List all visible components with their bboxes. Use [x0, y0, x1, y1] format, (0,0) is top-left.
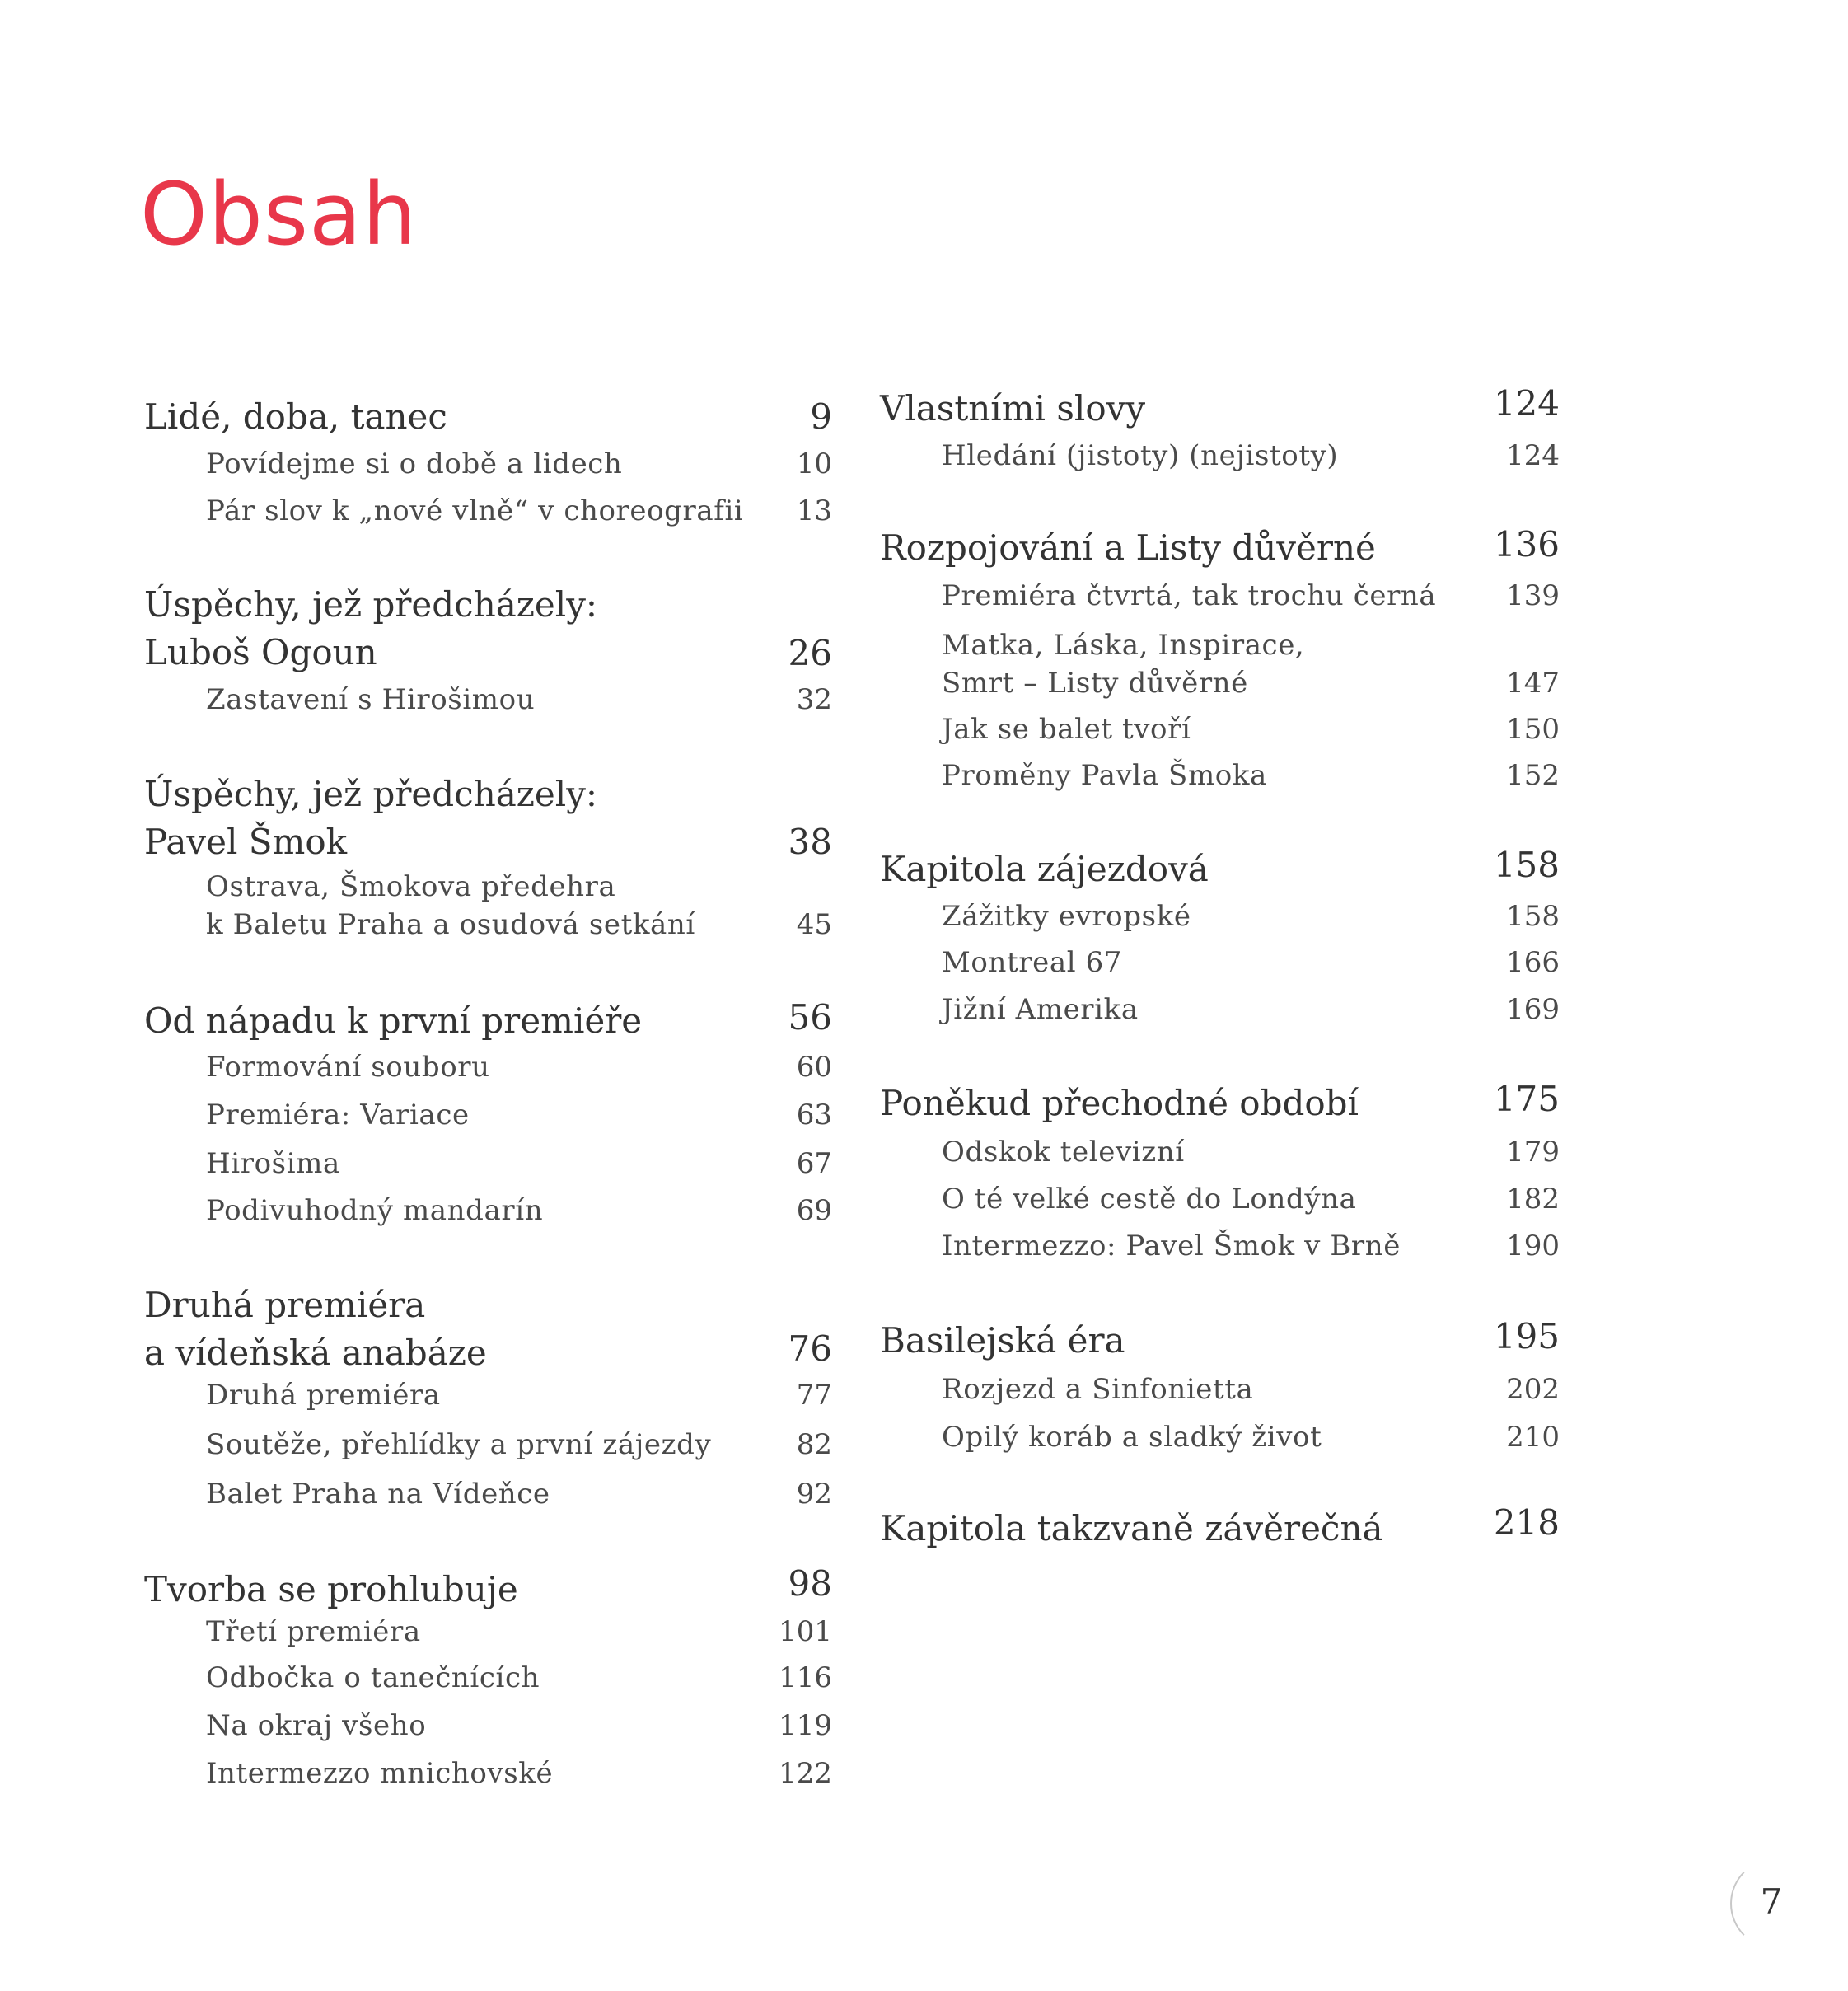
toc-chapter-title-line: Kapitola takzvaně závěrečná	[880, 1508, 1383, 1548]
toc-subchapter-page: 150	[1506, 713, 1560, 746]
toc-subchapter-title-line: k Baletu Praha a osudová setkání	[206, 908, 695, 941]
toc-chapter-title-line: Vlastními slovy	[880, 388, 1146, 429]
toc-subchapter-page: 92	[796, 1478, 832, 1511]
toc-chapter-title	[144, 581, 597, 677]
toc-subchapter-page: 210	[1506, 1421, 1560, 1454]
toc-chapter-title	[144, 1566, 518, 1614]
toc-subchapter-page: 63	[796, 1099, 832, 1131]
toc-subchapter-title-line: Zastavení s Hirošimou	[206, 683, 536, 716]
toc-subchapter-title-line: Jižní Amerika	[942, 993, 1139, 1026]
toc-chapter-title	[880, 1080, 1359, 1127]
toc-subchapter-title-line: Intermezzo: Pavel Šmok v Brně	[942, 1230, 1401, 1263]
toc-subchapter-title	[206, 1145, 340, 1183]
toc-chapter-page: 26	[788, 633, 832, 673]
toc-subchapter-title	[206, 1707, 426, 1745]
toc-subchapter-title	[942, 1133, 1185, 1171]
toc-subchapter-title-line: Na okraj všeho	[206, 1709, 427, 1742]
toc-subchapter-title	[942, 944, 1122, 981]
toc-subchapter-title-line: Premiéra čtvrtá, tak trochu černá	[942, 579, 1437, 612]
toc-subchapter-title	[206, 1613, 421, 1651]
toc-subchapter-title-line: Matka, Láska, Inspirace,	[942, 629, 1305, 662]
toc-chapter-title-line: Lidé, doba, tanec	[144, 396, 447, 437]
toc-subchapter-title	[942, 1180, 1357, 1218]
toc-chapter-title-line: Druhá premiéra	[144, 1285, 426, 1325]
toc-chapter-page: 218	[1493, 1502, 1560, 1543]
toc-subchapter-page: 169	[1506, 993, 1560, 1026]
page-number: 7	[1760, 1881, 1783, 1922]
toc-subchapter-title-line: Zážitky evropské	[942, 900, 1191, 933]
toc-subchapter-title	[942, 710, 1191, 748]
toc-subchapter-page: 101	[779, 1615, 832, 1648]
page-title: Obsah	[140, 164, 418, 265]
toc-subchapter-page: 32	[796, 683, 832, 716]
toc-subchapter-page: 45	[796, 908, 832, 941]
toc-subchapter-title-line: Hirošima	[206, 1147, 340, 1180]
toc-chapter-title-line: Tvorba se prohlubuje	[144, 1569, 518, 1609]
toc-chapter-title	[144, 393, 447, 441]
toc-subchapter-title	[942, 991, 1139, 1028]
toc-chapter-title-line: Pavel Šmok	[144, 822, 348, 862]
toc-chapter-page: 124	[1493, 383, 1560, 424]
toc-subchapter-title	[942, 757, 1267, 794]
toc-chapter-title-line: a vídeňská anabáze	[144, 1333, 487, 1373]
toc-subchapter-title	[942, 1370, 1253, 1408]
toc-subchapter-title-line: Proměny Pavla Šmoka	[942, 759, 1267, 792]
toc-subchapter-page: 147	[1506, 667, 1560, 700]
toc-chapter-title	[880, 1505, 1383, 1553]
toc-chapter-title	[144, 771, 597, 866]
toc-chapter-page: 38	[788, 822, 832, 862]
toc-subchapter-title	[206, 1475, 550, 1513]
toc-subchapter-title	[206, 1659, 540, 1697]
toc-subchapter-title-line: Soutěže, přehlídky a první zájezdy	[206, 1428, 712, 1461]
toc-subchapter-page: 179	[1506, 1136, 1560, 1169]
toc-subchapter-title	[206, 868, 695, 944]
toc-subchapter-title	[206, 445, 622, 483]
toc-subchapter-title	[206, 1048, 490, 1086]
toc-subchapter-title-line: Hledání (jistoty) (nejistoty)	[942, 439, 1339, 472]
toc-subchapter-title-line: Odbočka o tanečnících	[206, 1661, 540, 1694]
toc-subchapter-title-line: Podivuhodný mandarín	[206, 1194, 544, 1227]
toc-chapter-page: 56	[788, 997, 832, 1038]
toc-subchapter-page: 166	[1506, 946, 1560, 979]
toc-subchapter-title	[942, 626, 1304, 702]
toc-chapter-title	[880, 524, 1376, 572]
toc-chapter-title-line: Kapitola zájezdová	[880, 849, 1209, 889]
toc-subchapter-title	[942, 1227, 1401, 1265]
toc-subchapter-title	[206, 681, 535, 719]
toc-chapter-title-line: Rozpojování a Listy důvěrné	[880, 527, 1376, 568]
toc-chapter-page: 76	[788, 1328, 832, 1369]
toc-chapter-title-line: Basilejská éra	[880, 1320, 1125, 1361]
toc-chapter-page: 98	[788, 1563, 832, 1604]
toc-chapter-title-line: Úspěchy, jež předcházely:	[144, 584, 598, 625]
toc-subchapter-title-line: Intermezzo mnichovské	[206, 1757, 554, 1790]
toc-subchapter-page: 67	[796, 1147, 832, 1180]
toc-subchapter-title-line: Jak se balet tvoří	[942, 713, 1191, 746]
toc-subchapter-page: 139	[1506, 579, 1560, 612]
toc-subchapter-page: 82	[796, 1428, 832, 1461]
toc-subchapter-title	[942, 577, 1436, 615]
toc-subchapter-page: 158	[1506, 900, 1560, 933]
toc-subchapter-title	[942, 897, 1191, 935]
toc-subchapter-page: 119	[779, 1709, 832, 1742]
toc-chapter-title-line: Luboš Ogoun	[144, 632, 377, 672]
toc-subchapter-page: 124	[1506, 439, 1560, 472]
toc-subchapter-title-line: Druhá premiéra	[206, 1379, 441, 1412]
toc-subchapter-title-line: Premiéra: Variace	[206, 1099, 470, 1131]
toc-subchapter-title-line: Opilý koráb a sladký život	[942, 1421, 1322, 1454]
toc-subchapter-page: 190	[1506, 1230, 1560, 1263]
toc-chapter-title-line: Od nápadu k první premiéře	[144, 1000, 643, 1041]
toc-subchapter-page: 182	[1506, 1183, 1560, 1216]
toc-subchapter-title-line: Odskok televizní	[942, 1136, 1185, 1169]
toc-subchapter-page: 122	[779, 1757, 832, 1790]
toc-subchapter-title	[206, 1096, 470, 1134]
toc-subchapter-page: 60	[796, 1051, 832, 1084]
toc-subchapter-page: 152	[1506, 759, 1560, 792]
toc-subchapter-title	[942, 1418, 1322, 1456]
toc-subchapter-page: 69	[796, 1194, 832, 1227]
toc-subchapter-title-line: O té velké cestě do Londýna	[942, 1183, 1357, 1216]
toc-chapter-title	[880, 385, 1145, 433]
toc-chapter-title-line: Úspěchy, jež předcházely:	[144, 774, 598, 814]
toc-chapter-title	[144, 1281, 487, 1377]
toc-subchapter-title	[206, 1376, 441, 1414]
toc-chapter-page: 158	[1493, 845, 1560, 885]
toc-chapter-title	[144, 997, 642, 1045]
toc-subchapter-title-line: Montreal 67	[942, 946, 1123, 979]
toc-chapter-page: 9	[810, 396, 832, 437]
toc-subchapter-title-line: Balet Praha na Vídeňce	[206, 1478, 550, 1511]
toc-subchapter-title-line: Formování souboru	[206, 1051, 490, 1084]
toc-subchapter-title-line: Smrt – Listy důvěrné	[942, 667, 1248, 700]
toc-subchapter-title	[206, 1192, 543, 1230]
toc-subchapter-title	[206, 1754, 553, 1792]
toc-subchapter-page: 13	[796, 494, 832, 527]
toc-chapter-page: 195	[1493, 1316, 1560, 1356]
toc-subchapter-title	[206, 492, 743, 530]
toc-chapter-title	[880, 1317, 1125, 1365]
toc-subchapter-page: 116	[779, 1661, 832, 1694]
toc-subchapter-title	[942, 437, 1338, 475]
toc-chapter-title	[880, 846, 1209, 893]
toc-chapter-page: 175	[1493, 1079, 1560, 1119]
toc-subchapter-page: 10	[796, 447, 832, 480]
toc-subchapter-title-line: Rozjezd a Sinfonietta	[942, 1373, 1254, 1406]
toc-subchapter-title-line: Ostrava, Šmokova předehra	[206, 870, 616, 903]
toc-subchapter-title-line: Povídejme si o době a lidech	[206, 447, 623, 480]
toc-subchapter-page: 202	[1506, 1373, 1560, 1406]
toc-subchapter-title	[206, 1426, 711, 1464]
toc-subchapter-title-line: Třetí premiéra	[206, 1615, 421, 1648]
toc-chapter-title-line: Poněkud přechodné období	[880, 1083, 1359, 1123]
toc-subchapter-page: 77	[796, 1379, 832, 1412]
toc-subchapter-title-line: Pár slov k „nové vlně“ v choreografii	[206, 494, 744, 527]
toc-chapter-page: 136	[1493, 524, 1560, 565]
